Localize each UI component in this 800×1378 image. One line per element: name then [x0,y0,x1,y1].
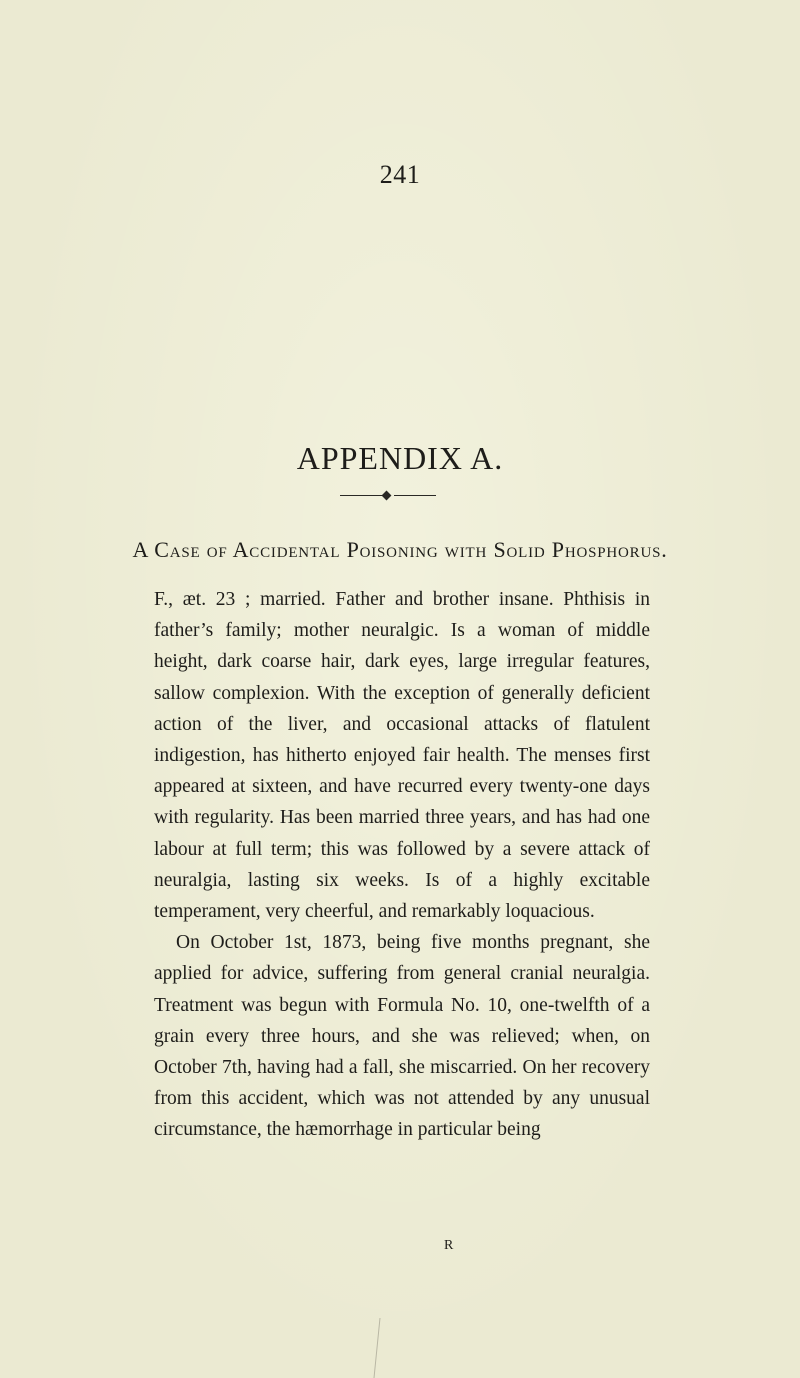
appendix-heading: APPENDIX A. [296,440,504,476]
divider-line-right [394,495,436,496]
case-title: A Case of Accidental Poisoning with Solid Phosphorus. [132,537,668,562]
ornamental-divider [340,490,436,502]
divider-line-left [340,495,382,496]
page-number: 241 [379,160,421,189]
paragraph-case-history: F., æt. 23 ; married. Father and brother insane. Phthisis in father’s family; mother neuralgic. Is a woman of middle height, dark coarse hair, dark eyes, large irregular features, sallow complexion. With the exception of generally deficient action of the liver, and occasional attacks of flatulent indigestion, has hitherto enjoyed fair health. The menses first appeared at sixteen, and have recurred every twenty-one days with regularity. Has been married three years, and has had one labour at full term; this was followed by a severe attack of neuralgia, lasting six weeks. Is of a highly excitable temperament, very cheerful, and remarkably loquacious. [154,589,650,923]
diamond-ornament-icon [382,491,392,501]
paragraph-treatment: On October 1st, 1873, being five months pregnant, she applied for advice, suffering from general cranial neuralgia. Treatment was begun with Formula No. 10, one-twelfth of a grain every three hours, and she was relieved; when, on October 7th, having had a fall, she miscarried. On her recovery from this accident, which was not attended by any unusual circumstance, the hæmorrhage in particular being [154,932,650,1141]
body-text [154,584,650,1146]
signature-mark: R [444,1238,455,1253]
paper-fold-mark [372,1318,382,1378]
